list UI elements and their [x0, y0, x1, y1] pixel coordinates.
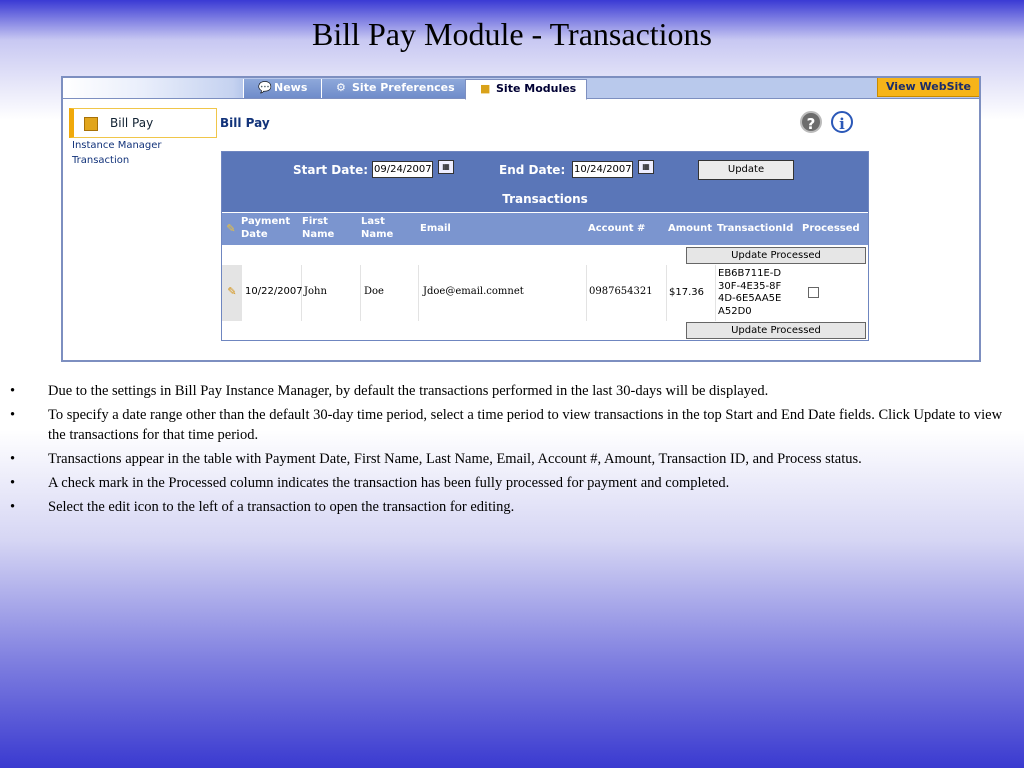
- note-item: [10, 381, 1014, 401]
- cell-amount: $17.36: [669, 287, 704, 298]
- col-payment-date: Payment Date: [241, 216, 291, 240]
- tab-site-preferences-label: Site Preferences: [352, 81, 455, 94]
- col-last-name: Last Name: [361, 216, 394, 240]
- tab-site-preferences[interactable]: [321, 79, 465, 98]
- note-item: [10, 405, 1014, 445]
- slide-title: Bill Pay Module - Transactions: [311, 16, 712, 52]
- news-icon: 💬: [258, 81, 272, 94]
- col-divider: [418, 265, 419, 321]
- col-divider: [715, 265, 716, 321]
- sidebar: [69, 108, 217, 168]
- col-first-name: First Name: [302, 216, 335, 240]
- cell-first-name: John: [304, 286, 327, 297]
- cell-transaction-id: EB6B711E-D30F-4E35-8F4D-6E5AA5EA52D0: [718, 268, 782, 317]
- tab-news[interactable]: [243, 79, 321, 98]
- cell-last-name: Doe: [364, 286, 384, 297]
- update-processed-button-bottom[interactable]: Update Processed: [686, 322, 866, 339]
- tab-site-modules[interactable]: [465, 79, 587, 100]
- bullet-icon: •: [10, 383, 16, 399]
- note-text: Due to the settings in Bill Pay Instance Manager, by default the transactions performed in the last 30-days will be displayed.: [48, 383, 769, 399]
- info-icon[interactable]: i: [831, 111, 853, 133]
- cell-email: Jdoe@email.comnet: [423, 286, 524, 297]
- table-header: [222, 213, 868, 245]
- start-date-label: Start Date:: [293, 163, 369, 177]
- edit-header-icon: ✎: [226, 222, 236, 235]
- col-divider: [666, 265, 667, 321]
- start-date-input[interactable]: 09/24/2007: [372, 161, 433, 178]
- sidebar-link-instance-manager[interactable]: Instance Manager: [72, 140, 162, 151]
- site-modules-icon: ■: [480, 82, 491, 95]
- edit-row-icon[interactable]: ✎: [227, 285, 237, 298]
- update-processed-button-top[interactable]: Update Processed: [686, 247, 866, 264]
- note-item: [10, 473, 1014, 493]
- sidebar-item-bill-pay[interactable]: [69, 108, 217, 138]
- bullet-icon: •: [10, 451, 16, 467]
- notes-list: [10, 381, 1014, 521]
- note-text: Transactions appear in the table with Payment Date, First Name, Last Name, Email, Account #, Amount, Transaction ID, and Process status.: [48, 451, 862, 467]
- cell-payment-date: 10/22/2007: [245, 286, 303, 297]
- help-icon[interactable]: ?: [800, 111, 822, 133]
- col-email: Email: [420, 223, 451, 234]
- note-item: [10, 449, 1014, 469]
- col-divider: [586, 265, 587, 321]
- note-text: Select the edit icon to the left of a transaction to open the transaction for editing.: [48, 499, 515, 515]
- bill-pay-module-icon: [84, 117, 98, 131]
- sidebar-item-bill-pay-label: Bill Pay: [110, 116, 154, 130]
- update-button[interactable]: Update: [698, 160, 794, 180]
- end-date-label: End Date:: [499, 163, 566, 177]
- end-date-input[interactable]: 10/24/2007: [572, 161, 633, 178]
- app-screenshot: [61, 76, 981, 362]
- transactions-title: Transactions: [222, 188, 868, 212]
- site-preferences-icon: ⚙: [336, 81, 346, 94]
- tab-news-label: News: [274, 81, 308, 94]
- col-processed: Processed: [802, 223, 860, 234]
- note-text: A check mark in the Processed column indicates the transaction has been fully processed for payment and completed.: [48, 475, 730, 491]
- sidebar-link-transaction[interactable]: Transaction: [72, 155, 130, 166]
- bullet-icon: •: [10, 407, 16, 423]
- col-transaction-id: TransactionId: [717, 223, 794, 234]
- bullet-icon: •: [10, 475, 16, 491]
- tab-site-modules-label: Site Modules: [496, 82, 577, 95]
- end-calendar-icon[interactable]: ▦: [638, 160, 654, 174]
- col-amount: Amount: [668, 223, 713, 234]
- col-account: Account #: [588, 223, 646, 234]
- date-filter-row: [222, 152, 868, 188]
- bullet-icon: •: [10, 499, 16, 515]
- view-website-button[interactable]: View WebSite: [877, 78, 979, 97]
- tab-bar: [63, 78, 979, 99]
- transactions-panel: [221, 151, 869, 341]
- processed-checkbox[interactable]: [808, 287, 819, 298]
- page-heading: Bill Pay: [220, 116, 270, 130]
- note-item: [10, 497, 1014, 517]
- col-divider: [360, 265, 361, 321]
- start-calendar-icon[interactable]: ▦: [438, 160, 454, 174]
- cell-account: 0987654321: [589, 286, 653, 297]
- note-text: To specify a date range other than the default 30-day time period, select a time period to view transactions in the top Start and End Date fields. Click Update to view the transactions for that time period.: [48, 407, 1003, 443]
